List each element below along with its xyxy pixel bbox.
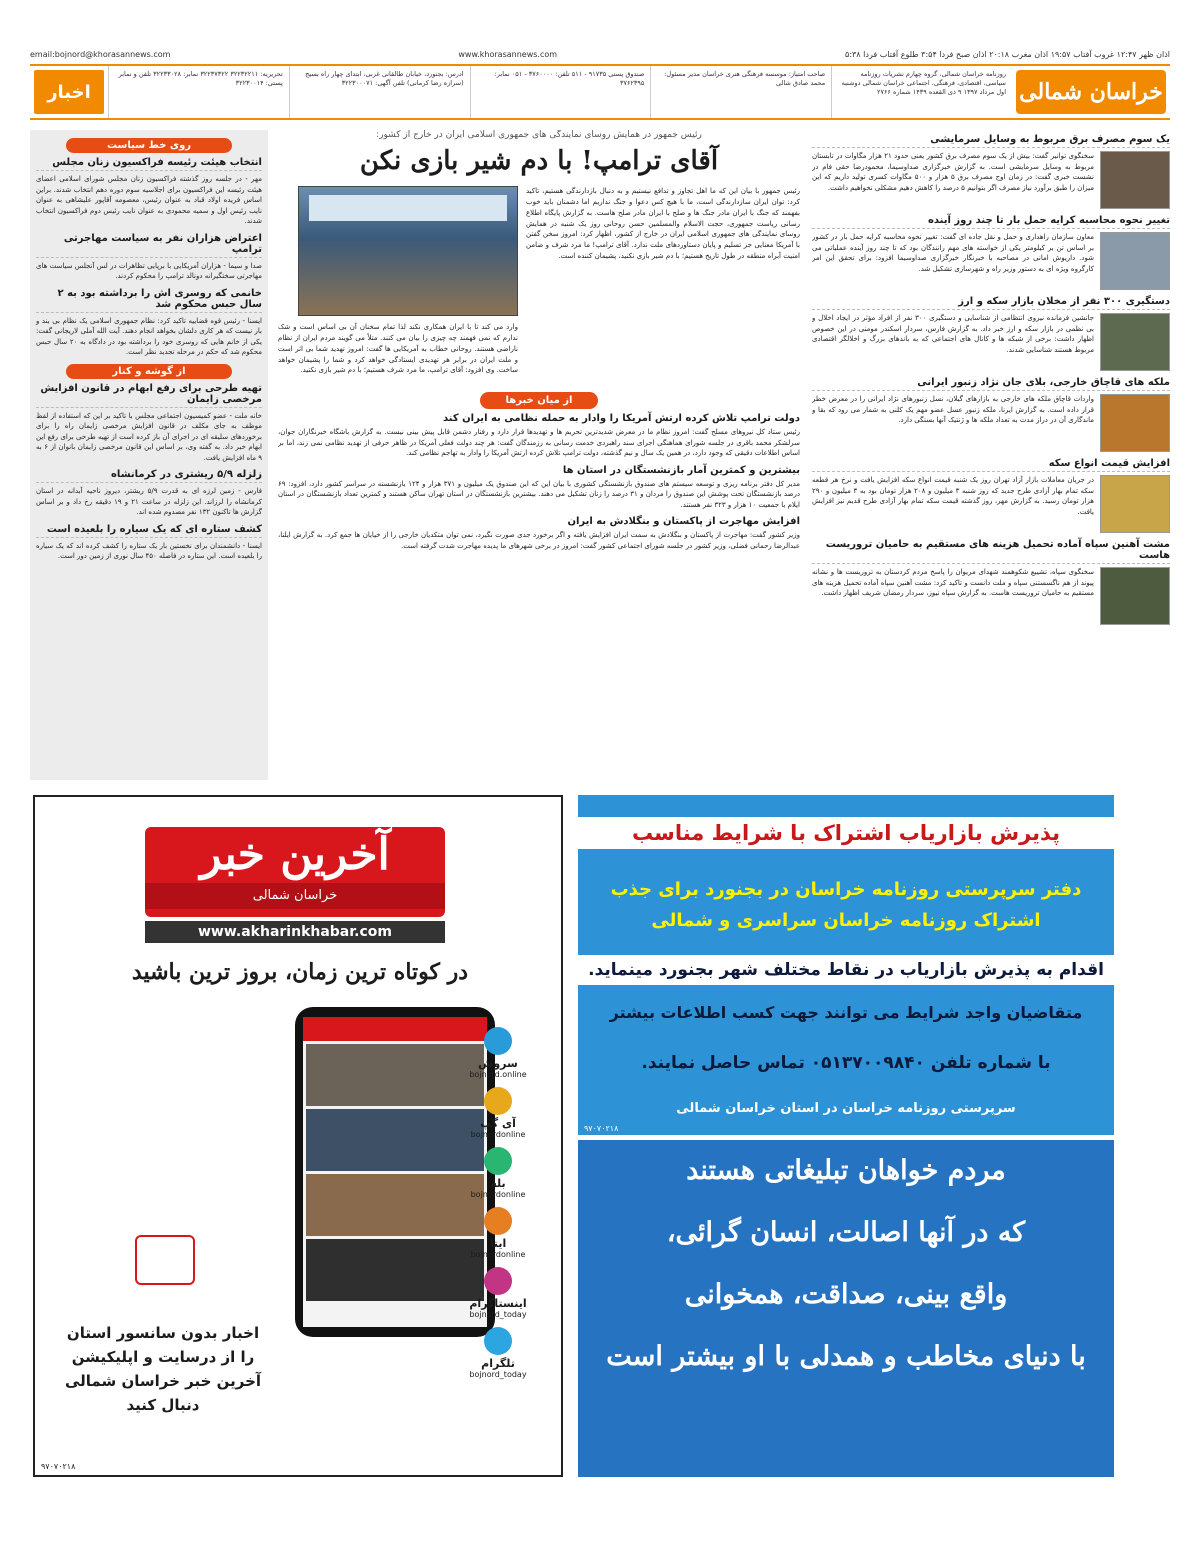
soroush-icon <box>484 1027 512 1055</box>
news-thumbnail <box>1100 475 1170 533</box>
slogan-line: با دنیای مخاطب و همدلی با او بیشتر است <box>606 1341 1086 1372</box>
channel-bale[interactable] <box>453 1147 543 1199</box>
channel-name: بله <box>490 1177 506 1190</box>
news-headline[interactable]: ملکه های قاچاق خارجی، بلای جان نژاد زنبور ایرانی <box>812 377 1170 391</box>
bale-icon <box>484 1147 512 1175</box>
slogan-ad[interactable] <box>578 1140 1114 1477</box>
marketer-recruitment-ad[interactable] <box>578 795 1114 1135</box>
brief-item[interactable] <box>36 469 262 518</box>
news-item[interactable] <box>812 377 1170 452</box>
brief-item[interactable] <box>36 524 262 562</box>
news-item[interactable] <box>812 296 1170 371</box>
news-item[interactable] <box>812 458 1170 533</box>
channel-name: اینستاگرام <box>469 1297 527 1310</box>
masthead-info-col: صاحب امتیاز: موسسه فرهنگی هنری خراسان مدیر مسئول: محمد صادق شالی <box>650 66 831 118</box>
news-body: سخنگوی توانیر گفت: بیش از یک سوم مصرف برق کشور یعنی حدود ۲۱ هزار مگاوات در تابستان مربوط به وسایل سرمایشی است. به گزارش خبرگزاری صداوسیما، محمودرضا حقی فام در نشست خبری گفت: در زمان اوج مصرف برق ۵ هزار و ۵۰۰ مگاوات کسری تولید داریم که این میزان را طبق برآورد نیاز مصرف اگر بتوانیم ۵ درصد را کاهش دهیم مشکلی نخواهیم داشت. <box>812 152 1095 192</box>
brief-item[interactable] <box>36 233 262 282</box>
news-body: رئیس ستاد کل نیروهای مسلح گفت: امروز نظام ما در معرض شدیدترین تحریم ها و تهدیدها قرار دارد و رفتار دشمن قابل پیش بینی نیست. به گزارش باشگاه خبرنگاران جوان، سرلشکر محمد باقری در جلسه شورای هماهنگی اجرای سند راهبردی خدمت رسانی به رزمندگان گفت: هر چند دولت فعلی آمریکا در ظاهر حرفی از تهدید نظامی نمی زند، اما بر اساس اطلاعات دقیقی که وجود دارد، در همین یک سال و نیم گذشته، دولت ترامپ تلاش کرده ارتش آمریکا را وادار به تهاجم نظامی کند. <box>278 428 800 458</box>
prayer-times: اذان ظهر ۱۲:۴۷ غروب آفتاب ۱۹:۵۷ اذان مغرب ۲۰:۱۸ اذان صبح فردا ۳:۵۴ طلوع آفتاب فردا ۵:۳۸ <box>845 50 1170 59</box>
main-story-photo <box>298 186 518 316</box>
brief-body: صدا و سیما - هزاران آمریکایی با برپایی تظاهرات در لس آنجلس سیاست های مهاجرتی سختگیرانه دونالد ترامپ را محکوم کردند. <box>36 261 262 280</box>
main-story-side <box>278 186 518 376</box>
masthead-info-col: ادرس: بجنورد، خیابان طالقانی غربی، ابتدای چهار راه بسیج (سرازه رضا کرمانی) تلفن آگهی: ۳۲۲۳۰۰۰۷۱ <box>289 66 470 118</box>
app-icon <box>135 1235 195 1285</box>
news-body: مدیر کل دفتر برنامه ریزی و توسعه سیستم های صندوق بازنشستگی کشوری با بیان این که این صندوق یک میلیون و ۳۷۱ هزار و ۱۲۴ بازنشسته در سراسر کشور دارد، افزود: ۶۹ درصد بازنشستگان تحت پوشش این صندوق را مردان و ۳۱ درصد را زنان تشکیل می دهند. بیشترین بازنشستگان در استان تهران ساکن هستند و کمترین تعداد بازنشستگان در استان ایلام با جمعیت ۱۰ هزار و ۳۲۳ نفر هستند. <box>278 479 800 509</box>
akharin-khabar-logo <box>145 827 445 917</box>
channel-id: bojnordonline <box>470 1190 526 1199</box>
channel-soroush[interactable] <box>453 1027 543 1079</box>
ad-tagline: در کوتاه ترین زمان، بروز ترین باشید <box>131 959 469 985</box>
newspaper-logo: خراسان شمالی <box>1016 70 1166 114</box>
ad-bottom-text: اخبار بدون سانسور استان را از درسایت و اپلیکیشن آخرین خبر خراسان شمالی دنبال کنید <box>64 1324 262 1414</box>
channel-name: تلگرام <box>481 1357 515 1370</box>
news-section-label <box>278 388 800 407</box>
news-body: وزیر کشور گفت: مهاجرت از پاکستان و بنگلادش به سمت ایران افزایش یافته و اگر برخورد جدی صورت نگیرد، نمی توان متکدیان خارجی را از خیابان ها جمع کرد. به گزارش ایلنا، عبدالرضا رحمانی فضلی، وزیر کشور در جلسه شورای اجتماعی کشور گفت: امروز در برخی شهرهای ما پدیده مهاجرت شدت گرفته است. <box>278 531 800 550</box>
brief-body: ایسنا - رئیس قوه قضاییه تاکید کرد: نظام جمهوری اسلامی یک نظام بی بند و بار نیست که هر کاری دلشان بخواهد انجام دهند. آیت الله آملی لاریجانی گفت: یکی از خانم هایی که روسری خود را برداشته بود در دادگاه به ۲۰ سال حبس محکوم شد که حکم در مرحله تجدید نظر است. <box>36 316 263 356</box>
igap-icon <box>484 1087 512 1115</box>
ad-website[interactable]: www.akharinkhabar.com <box>145 921 445 943</box>
telegram-icon <box>484 1327 512 1355</box>
slogan-line: مردم خواهان تبلیغاتی هستند <box>686 1155 1006 1186</box>
masthead-info-col: تحریریه: ۳۲۲۳۲۲۱۱ ۳۲۲۳۷۳۲۲ نمابر: ۳۲۲۳۳۰۲۸ تلفن و نمابر پستی: ۳۲۲۳۰۰۱۴ <box>108 66 289 118</box>
channel-id: bojnord_today <box>469 1370 527 1379</box>
brief-headline[interactable]: تهیه طرحی برای رفع ابهام در قانون افزایش مرخصی زایمان <box>36 383 262 408</box>
section-label: اخبار <box>34 70 104 114</box>
channel-name: آی گپ <box>480 1117 516 1130</box>
channel-id: bojnord_today <box>469 1310 527 1319</box>
politics-section-label: روی خط سیاست <box>66 138 232 153</box>
news-body: سخنگوی سپاه، تشییع شکوهمند شهدای مریوان را پاسخ مردم کردستان به تروریست ها و نشانه پیوند از هم ناگسستنی سپاه و ملت دانست و تاکید کرد: مشت آهنین سپاه آماده تحمیل هزینه های مستقیم به حامیان تروریست هاست. به گزارش سپاه نیوز، سردار رمضان شریف اظهار داشت. <box>812 568 1094 597</box>
masthead <box>30 64 1170 120</box>
brief-body: فارس - زمین لرزه ای به قدرت ۵/۹ ریشتر، دیروز ناحیه آبدانه در استان کرمانشاه را لرزاند. این زلزله در ساعت ۲۱ و ۱۹ دقیقه رخ داد و بر اساس گزارش ها تاکنون ۱۳۲ نفر مصدوم شده اند. <box>36 487 262 516</box>
news-headline[interactable]: مشت آهنین سپاه آماده تحمیل هزینه های مستقیم به حامیان تروریست هاست <box>812 539 1170 564</box>
website-text[interactable]: www.khorasannews.com <box>458 50 558 59</box>
main-story-column <box>278 130 800 780</box>
news-thumbnail <box>1100 313 1170 371</box>
channel-id: bojnordonline <box>470 1250 526 1259</box>
messenger-channels <box>453 1027 543 1387</box>
ad-text: اقدام به پذیرش بازاریاب در نقاط مختلف شهر بجنورد مینماید. <box>578 955 1114 985</box>
news-headline[interactable]: یک سوم مصرف برق مربوط به وسایل سرمایشی <box>812 134 1170 148</box>
channel-eitaa[interactable] <box>453 1207 543 1259</box>
news-thumbnail <box>1100 567 1170 625</box>
channel-instagram[interactable] <box>453 1267 543 1319</box>
conference-banner <box>309 195 507 221</box>
news-body: جانشین فرمانده نیروی انتظامی از شناسایی و دستگیری ۳۰۰ نفر از افراد مؤثر در ایجاد اخلال و بی نظمی در بازار سکه و ارز خبر داد. به گزارش فارس، سردار اسکندر مومنی در این خصوص اظهار داشت: برخی از شبکه ها و کانال های اجتماعی که به باندهای بزرگ و اخلالگر اقتصادی مربوط هستند شناسایی شدند. <box>812 314 1094 354</box>
corner-section-label: از گوشه و کنار <box>66 364 232 379</box>
news-headline[interactable]: دستگیری ۳۰۰ نفر از مخلان بازار سکه و ارز <box>812 296 1170 310</box>
channel-telegram[interactable] <box>453 1327 543 1379</box>
email-text[interactable]: email:bojnord@khorasannews.com <box>30 50 171 59</box>
brief-body: ایسنا - دانشمندان برای نخستین بار یک ستاره را کشف کرده اند که یک سیاره را بلعیده است. این ستاره در فاصله ۴۵۰ سال نوری از زمین دور است. <box>36 541 262 560</box>
main-story-text: رئیس جمهور با بیان این که ما اهل تجاوز و تدافع نیستیم و به دنبال بازدارندگی هستیم، تاکید کرد: توان ایران سازدارندگی است، ما با هیچ کس دعوا و جنگ نداریم اما دشمنان باید خوب بفهمند که جنگ با ایران مادر جنگ ها و صلح با ایران مادر صلح هاست. به گزارش پایگاه اطلاع رسانی ریاست جمهوری، حجت الاسلام والمسلمین حسن روحانی روز یک شنبه در همایش روسای نمایندگی های جمهوری اسلامی ایران در خارج از کشور، اظهار کرد: امروز سخن گفتن با آمریکا معنایی جز تسلیم و پایان دستاوردهای ملت ندارد. آقای ترامپ! ما مرد شرف و ضامن امنیت آبراه منطقه در طول تاریخ هستیم؛ با دم شیر بازی نکنید، پشیمان کننده است. <box>526 187 800 261</box>
logo-subtitle: خراسان شمالی <box>145 883 445 909</box>
news-headline[interactable]: بیشترین و کمترین آمار بازنشستگان در استان ها <box>562 464 800 476</box>
news-headline[interactable]: افزایش قیمت انواع سکه <box>812 458 1170 472</box>
channel-name: ایتا <box>489 1237 507 1250</box>
brief-headline[interactable]: خانمی که روسری اش را برداشته بود به ۲ سال حبس محکوم شد <box>36 288 262 313</box>
akharin-khabar-ad[interactable] <box>33 795 563 1477</box>
main-story-text: وارد می کند تا با ایران همکاری نکند لذا تمام سخنان آن بی اساس است و شک ندارم که نمی فهمند چه چیزی را بیان می کنند. متلاً می گویند مردم ایران از نظام ناراضی هستند. روحانی خطاب به آمریکایی ها گفت: امروز تهدید شما بی اثر است و ملت ایران در برابر هر تهدیدی ایستادگی خواهد کرد و شما را پشیمان خواهد ساخت. وی افزود: آقای ترامپ، ما مرد شرف هستیم؛ با دم شیر بازی نکنید. <box>278 323 518 375</box>
news-body: در جریان معاملات بازار آزاد تهران روز یک شنبه قیمت انواع سکه افزایش یافت و نرخ هر قطعه سکه تمام بهار آزادی طرح جدید که روز شنبه ۳ میلیون و ۲۰۸ هزار تومان بود به ۳ میلیون و ۲۹۰ هزار تومان رسید. به گزارش مهر، روز گذشته قیمت سکه تمام بهار آزادی طرح قدیم نیز افزایش یافت. <box>812 476 1094 516</box>
ad-phone-text[interactable]: با شماره تلفن ۰۵۱۳۷۰۰۹۸۴۰ تماس حاصل نمایند. <box>641 1053 1051 1073</box>
news-label: از میان خبرها <box>480 392 599 409</box>
news-item[interactable] <box>812 539 1170 625</box>
news-item[interactable] <box>812 215 1170 290</box>
brief-body: خانه ملت - عضو کمیسیون اجتماعی مجلس با تاکید بر این که استفاده از لفظ موظف به جای مکلف در قانون افزایش مرخصی زایمان راه را برای برخوردهای سلیقه ای در اجرای آن باز کرده است از تهیه طرحی برای رفع این ابهام خبر داد. به گفته وی، بر اساس این قانون مرخصی زایمان بانوان از ۶ به ۹ ماه افزایش یافت. <box>36 411 263 462</box>
slogan-line: واقع بینی، صداقت، همخوانی <box>684 1279 1008 1310</box>
channel-id: bojnord.online <box>469 1070 527 1079</box>
ad-code: ۹۷۰۷۰۲۱۸ <box>584 1124 619 1133</box>
news-body: واردات قاچاق ملکه های خارجی به بازارهای گیلان، نسل زنبورهای نژاد ایرانی را در معرض خطر قرار داده است. به گزارش ایرنا، ملکه زنبور عسل عضو مهم یک کلنی به شمار می رود که بقا و ماندگاری آن در دراز مدت به تعداد ملکه ها و ژنتیک آنها بستگی دارد. <box>812 395 1094 424</box>
left-brief-column <box>30 130 268 780</box>
news-thumbnail <box>1100 151 1170 209</box>
logo-title: آخرین خبر <box>200 829 390 880</box>
brief-headline[interactable]: انتخاب هیئت رئیسه فراکسیون زنان مجلس <box>36 157 262 171</box>
news-item[interactable] <box>812 134 1170 209</box>
ad-text: متقاضیان واجد شرایط می توانند جهت کسب اطلاعات بیشتر <box>609 1003 1083 1022</box>
masthead-info-col: صندوق پستی ۹۱۷۳۵ - ۵۱۱ تلفن: ۳۷۶۰۰۰۰ - ۰۵۱ نمابر: ۳۷۶۲۳۹۵ <box>470 66 651 118</box>
main-story-headline[interactable]: آقای ترامپ! با دم شیر بازی نکن <box>359 146 719 176</box>
brief-item[interactable] <box>36 157 262 227</box>
news-thumbnail <box>1100 394 1170 452</box>
masthead-info <box>108 66 1012 118</box>
brief-headline[interactable]: اعتراض هزاران نفر به سیاست مهاجرتی ترامپ <box>36 233 262 258</box>
news-thumbnail <box>1100 232 1170 290</box>
brief-body: مهر - در جلسه روز گذشته فراکسیون زنان مجلس شورای اسلامی اعضای هیئت رئیسه این فراکسیون برای اجلاسیه سوم دوره دهم انتخاب شدند. براین اساس فریده اولاد قباد به عنوان رئیس، معصومه آقاپور علیشاهی به عنوان نایب رئیس اول و سمیه محمودی به عنوان نایب رئیس دوم فراکسیون انتخاب شدند. <box>36 175 262 225</box>
eitaa-icon <box>484 1207 512 1235</box>
news-headline[interactable]: دولت ترامپ تلاش کرده ارتش آمریکا را وادار به حمله نظامی به ایران کند <box>442 413 800 425</box>
instagram-icon <box>484 1267 512 1295</box>
masthead-info-col: روزنامه خراسان شمالی، گروه چهارم نشریات روزنامه سیاسی، اقتصادی، فرهنگی، اجتماعی خراسان شمالی دوشنبه اول مرداد ۱۳۹۷ ۹ ذی القعده ۱۴۳۹ شماره ۲۷۶۶ <box>831 66 1012 118</box>
channel-id: bojnordonline <box>470 1130 526 1139</box>
news-headline[interactable]: تغییر نحوه محاسبه کرایه حمل بار تا چند روز آینده <box>812 215 1170 229</box>
short-news <box>278 413 800 551</box>
brief-item[interactable] <box>36 288 262 358</box>
news-headline[interactable]: افزایش مهاجرت از پاکستان و بنگلادش به ایران <box>567 516 800 528</box>
ad-footer: سرپرستی روزنامه خراسان در استان خراسان شمالی <box>676 1101 1016 1116</box>
channel-igap[interactable] <box>453 1087 543 1139</box>
ad-subheadline: دفتر سرپرستی روزنامه خراسان در بجنورد برای جذب اشتراک روزنامه خراسان سراسری و شمالی <box>610 879 1082 931</box>
ad-code: ۹۷۰۷۰۲۱۸ <box>41 1462 76 1471</box>
news-body: معاون سازمان راهداری و حمل و نقل جاده ای گفت: تغییر نحوه محاسبه کرایه حمل بار در کشور بر اساس تن بر کیلومتر یکی از خواسته های مهم رانندگان بود که تا چند روز آینده عملیاتی می شود. داریوش امانی در مصاحبه با خبرنگار خبرگزاری صداوسیما افزود: برای تحقق این امر کارگروه ویژه ای به دستور وزیر راه و شهرسازی تشکیل شد. <box>812 233 1094 273</box>
top-info-bar <box>30 50 1170 62</box>
brief-headline[interactable]: زلزله ۵/۹ ریشتری در کرمانشاه <box>36 469 262 483</box>
right-news-column <box>812 130 1170 780</box>
brief-headline[interactable]: کشف ستاره ای که یک سیاره را بلعیده است <box>36 524 262 538</box>
brief-item[interactable] <box>36 383 262 464</box>
channel-name: سروش <box>478 1057 518 1070</box>
main-story-body <box>278 186 800 376</box>
slogan-line: که در آنها اصالت، انسان گرائی، <box>666 1217 1026 1248</box>
ad-headline: پذیرش بازاریاب اشتراک با شرایط مناسب <box>578 817 1114 849</box>
main-story-supertitle: رئیس جمهور در همایش روسای نمایندگی های جمهوری اسلامی ایران در خارج از کشور: <box>376 130 702 140</box>
